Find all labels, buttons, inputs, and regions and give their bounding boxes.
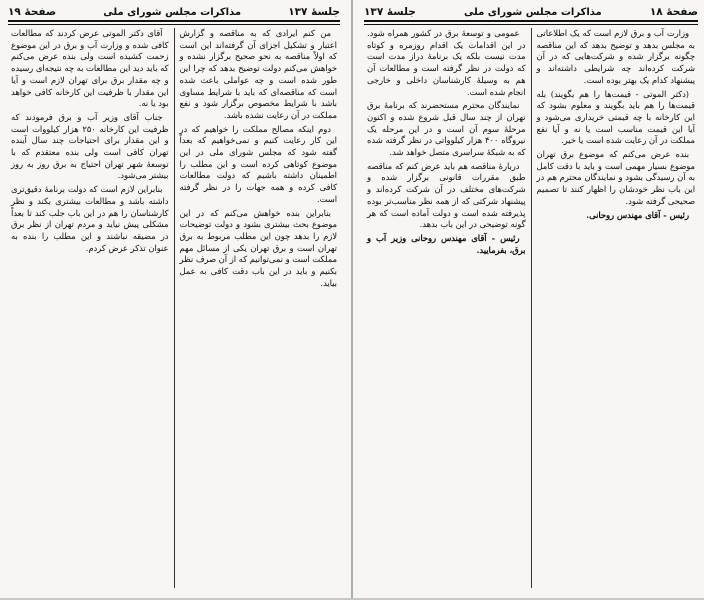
- right-header-rule: [364, 24, 698, 25]
- right-page-left-column: [364, 28, 529, 588]
- right-header-session: جلسهٔ ۱۳۷: [364, 6, 416, 18]
- left-page-right-column: [177, 28, 341, 588]
- paragraph: دوم اینکه مصالح مملکت را خواهیم که در این کار رعایت کنیم و نمی‌خواهیم که بعداً گفته شود که مجلس شورای ملی در این موضوع کوتاهی کرده است و این مطلب را اطمینان داشته باشیم که دولت مطالعات کافی کرده و همه جهات را در نظر گرفته است.: [179, 123, 337, 204]
- paragraph: بنابراین لازم است که دولت برنامهٔ دقیق‌تری داشته باشد و مطالعات بیشتری بکند و نظر کارشناسان را هم در این باب جلب کند تا بعداً مشکلی پیش نیاید و مردم تهران از نظر برق در مضیقه نباشند و این مطلب را بنده به عنوان تذکر عرض کردم.: [11, 184, 169, 253]
- paragraph: بنده عرض می‌کنم که موضوع برق تهران موضوع بسیار مهمی است و باید با دقت کامل به آن رسیدگی بشود و نمایندگان محترم هم در این باب نظر خودشان را اظهار کنند تا تصمیم صحیحی گرفته شود.: [536, 149, 695, 206]
- paragraph: دربارهٔ مناقصه هم باید عرض کنم که مناقصه طبق مقررات قانونی برگزار شده و شرکت‌های مختلف در آن شرکت کرده‌اند و پیشنهاد شرکتی که از همه نظر مناسب‌تر بوده پذیرفته شده است و دولت آماده است که هر گونه توضیحی در این باب بدهد.: [367, 160, 526, 230]
- left-header-title: مذاکرات مجلس شورای ملی: [103, 7, 242, 18]
- left-page-columns: [8, 28, 340, 588]
- paragraph: (دکتر الموتی - قیمت‌ها را هم بگویند) بله قیمت‌ها را هم باید بگویند و معلوم بشود که این کارخانه با چه قیمتی خریداری می‌شود و آیا این قیمت مناسب است یا نه و آیا نفع مملکت در آن رعایت شده است یا خیر.: [536, 88, 695, 146]
- paragraph: جناب آقای وزیر آب و برق فرمودند که ظرفیت این کارخانه ۲۵۰ هزار کیلووات است و این مقدار برای احتیاجات چند سال آینده تهران کافی است ولی بنده معتقدم که با توسعهٔ شهر تهران احتیاج به برق روز به روز بیشتر می‌شود.: [11, 111, 169, 181]
- right-page-header: [364, 6, 698, 22]
- paragraph: نمایندگان محترم مستحضرند که برنامهٔ برق تهران از چند سال قبل شروع شده و اکنون مرحلهٔ سوم آن است و در این مرحله یک نیروگاه ۴۰۰ هزار کیلوواتی در نظر گرفته شده که به شبکهٔ سراسری متصل خواهد شد.: [367, 100, 526, 158]
- column-divider: [531, 28, 532, 588]
- paragraph: وزارت آب و برق لازم است که یک اطلاعاتی به مجلس بدهد و توضیح بدهد که این مناقصه چگونه برگزار شده و شرکت‌هایی که در آن شرکت کرده‌اند چه شرایطی داشته‌اند و پیشنهاد کدام یک بهتر بوده است.: [536, 28, 695, 85]
- right-header-title: مذاکرات مجلس شورای ملی: [463, 7, 602, 18]
- right-page: [352, 0, 704, 600]
- speaker-line: رئیس - آقای مهندس روحانی وزیر آب و برق، بفرمایید.: [367, 232, 526, 255]
- paragraph: آقای دکتر الموتی عرض کردند که مطالعات کافی شده و وزارت آب و برق در این موضوع زحمت کشیده است ولی بنده عرض می‌کنم که باید دید این مطالعات به چه نتیجه‌ای رسیده و چه مقدار برق برای تهران لازم است و آیا این مقدار با ظرفیت این کارخانه کافی خواهد بود یا نه.: [11, 28, 169, 109]
- paragraph: عمومی و توسعهٔ برق در کشور همراه شود. در این اقدامات یک اقدام روزمره و کوتاه مدت نیست بلکه یک برنامهٔ دراز مدت است که دولت در نظر گرفته است و مطالعات آن هم به وسیلهٔ کارشناسان داخلی و خارجی انجام شده است.: [367, 28, 526, 97]
- right-header-page-number: صفحهٔ ۱۸: [649, 6, 698, 18]
- paragraph: بنابراین بنده خواهش می‌کنم که در این موضوع بحث بیشتری بشود و دولت توضیحات لازم را بدهد چون این مطلب مربوط به برق تهران است و برق تهران یکی از مسائل مهم مملکت است و نمی‌توانیم که از آن صرف نظر بکنیم و باید در این باب دقت کافی به عمل بیاید.: [179, 207, 337, 288]
- left-header-session: جلسهٔ ۱۳۷: [288, 6, 340, 18]
- left-header-page-number: صفحهٔ ۱۹: [8, 6, 57, 18]
- paragraph: من کنم ایرادی که به مناقصه و گزارش اعتبار و تشکیل اجزای آن گرفته‌اند این است که اولاً مناقصه به نحو صحیح برگزار نشده و خواهش می‌کنم دولت توضیح بدهد که چرا این طور شده است و چه عواملی باعث شده است که مناقصه‌ای که باید با شرایط مساوی باشد با شرایط مخصوص برگزار شود و نفع مملکت در آن رعایت نشده باشد.: [179, 28, 337, 120]
- column-divider: [174, 28, 175, 588]
- right-page-columns: [364, 28, 698, 588]
- speaker-line: رئیس - آقای مهندس روحانی.: [586, 209, 689, 220]
- left-header-rule: [8, 24, 340, 25]
- left-page-header: [8, 6, 340, 22]
- left-page-left-column: [8, 28, 172, 588]
- right-page-right-column: [534, 28, 699, 588]
